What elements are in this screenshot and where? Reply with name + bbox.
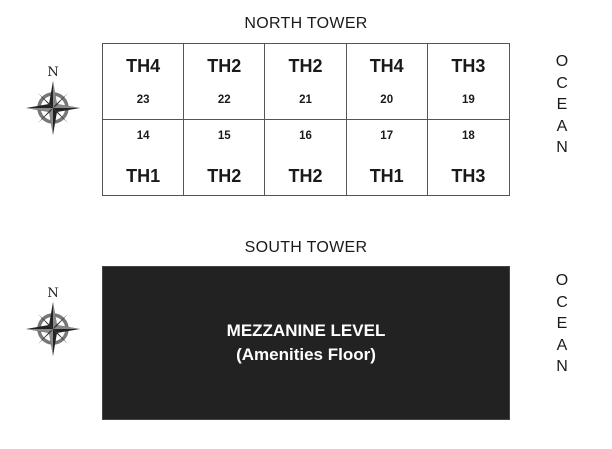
ocean-letter: O	[555, 53, 569, 70]
ocean-letter: A	[556, 117, 568, 135]
ocean-letter: N	[556, 358, 568, 375]
unit-number: 17	[380, 129, 394, 142]
unit-19	[428, 44, 509, 120]
ocean-letter: E	[556, 96, 568, 113]
ocean-label-north	[552, 51, 572, 159]
unit-number: 23	[136, 94, 150, 106]
unit-type: TH1	[126, 165, 161, 186]
compass-north	[24, 65, 82, 135]
unit-type: TH3	[451, 56, 486, 76]
ocean-letter: C	[556, 74, 568, 92]
north-tower-floor-plan	[102, 43, 510, 196]
unit-type: TH1	[369, 165, 404, 186]
unit-21	[265, 44, 346, 120]
ocean-letter: O	[555, 272, 569, 289]
south-tower-title: SOUTH TOWER	[244, 239, 368, 256]
unit-22	[184, 44, 265, 120]
mezzanine-subtitle: (Amenities Floor)	[236, 345, 376, 364]
unit-type: TH4	[126, 56, 161, 76]
unit-16	[265, 120, 346, 196]
unit-17	[347, 120, 428, 196]
ocean-label-south	[552, 270, 572, 378]
unit-23	[103, 44, 184, 120]
unit-number: 15	[217, 129, 231, 142]
compass-n-label: N	[47, 65, 59, 80]
mezzanine-title: MEZZANINE LEVEL	[226, 321, 386, 340]
unit-type: TH2	[207, 165, 242, 186]
compass-n-label: N	[47, 286, 59, 301]
ocean-letter: C	[556, 293, 568, 311]
unit-type: TH2	[207, 56, 242, 76]
unit-type: TH2	[288, 56, 323, 76]
compass-south	[24, 286, 82, 356]
unit-15	[184, 120, 265, 196]
ocean-letter: N	[556, 139, 568, 156]
unit-20	[347, 44, 428, 120]
unit-14	[103, 120, 184, 196]
unit-type: TH3	[451, 165, 486, 186]
mezzanine-block	[102, 266, 510, 420]
ocean-letter: E	[556, 315, 568, 332]
ocean-letter: A	[556, 336, 568, 354]
unit-number: 22	[217, 94, 231, 106]
unit-number: 14	[136, 129, 150, 142]
compass-rose-icon	[24, 300, 82, 358]
compass-rose-icon	[24, 79, 82, 137]
unit-number: 19	[461, 94, 475, 106]
unit-number: 21	[299, 94, 312, 106]
unit-type: TH4	[369, 56, 404, 76]
unit-18	[428, 120, 509, 196]
north-tower-title: NORTH TOWER	[244, 15, 368, 32]
unit-number: 16	[299, 129, 312, 142]
unit-type: TH2	[288, 165, 323, 186]
unit-number: 20	[380, 94, 394, 106]
unit-number: 18	[461, 129, 475, 142]
